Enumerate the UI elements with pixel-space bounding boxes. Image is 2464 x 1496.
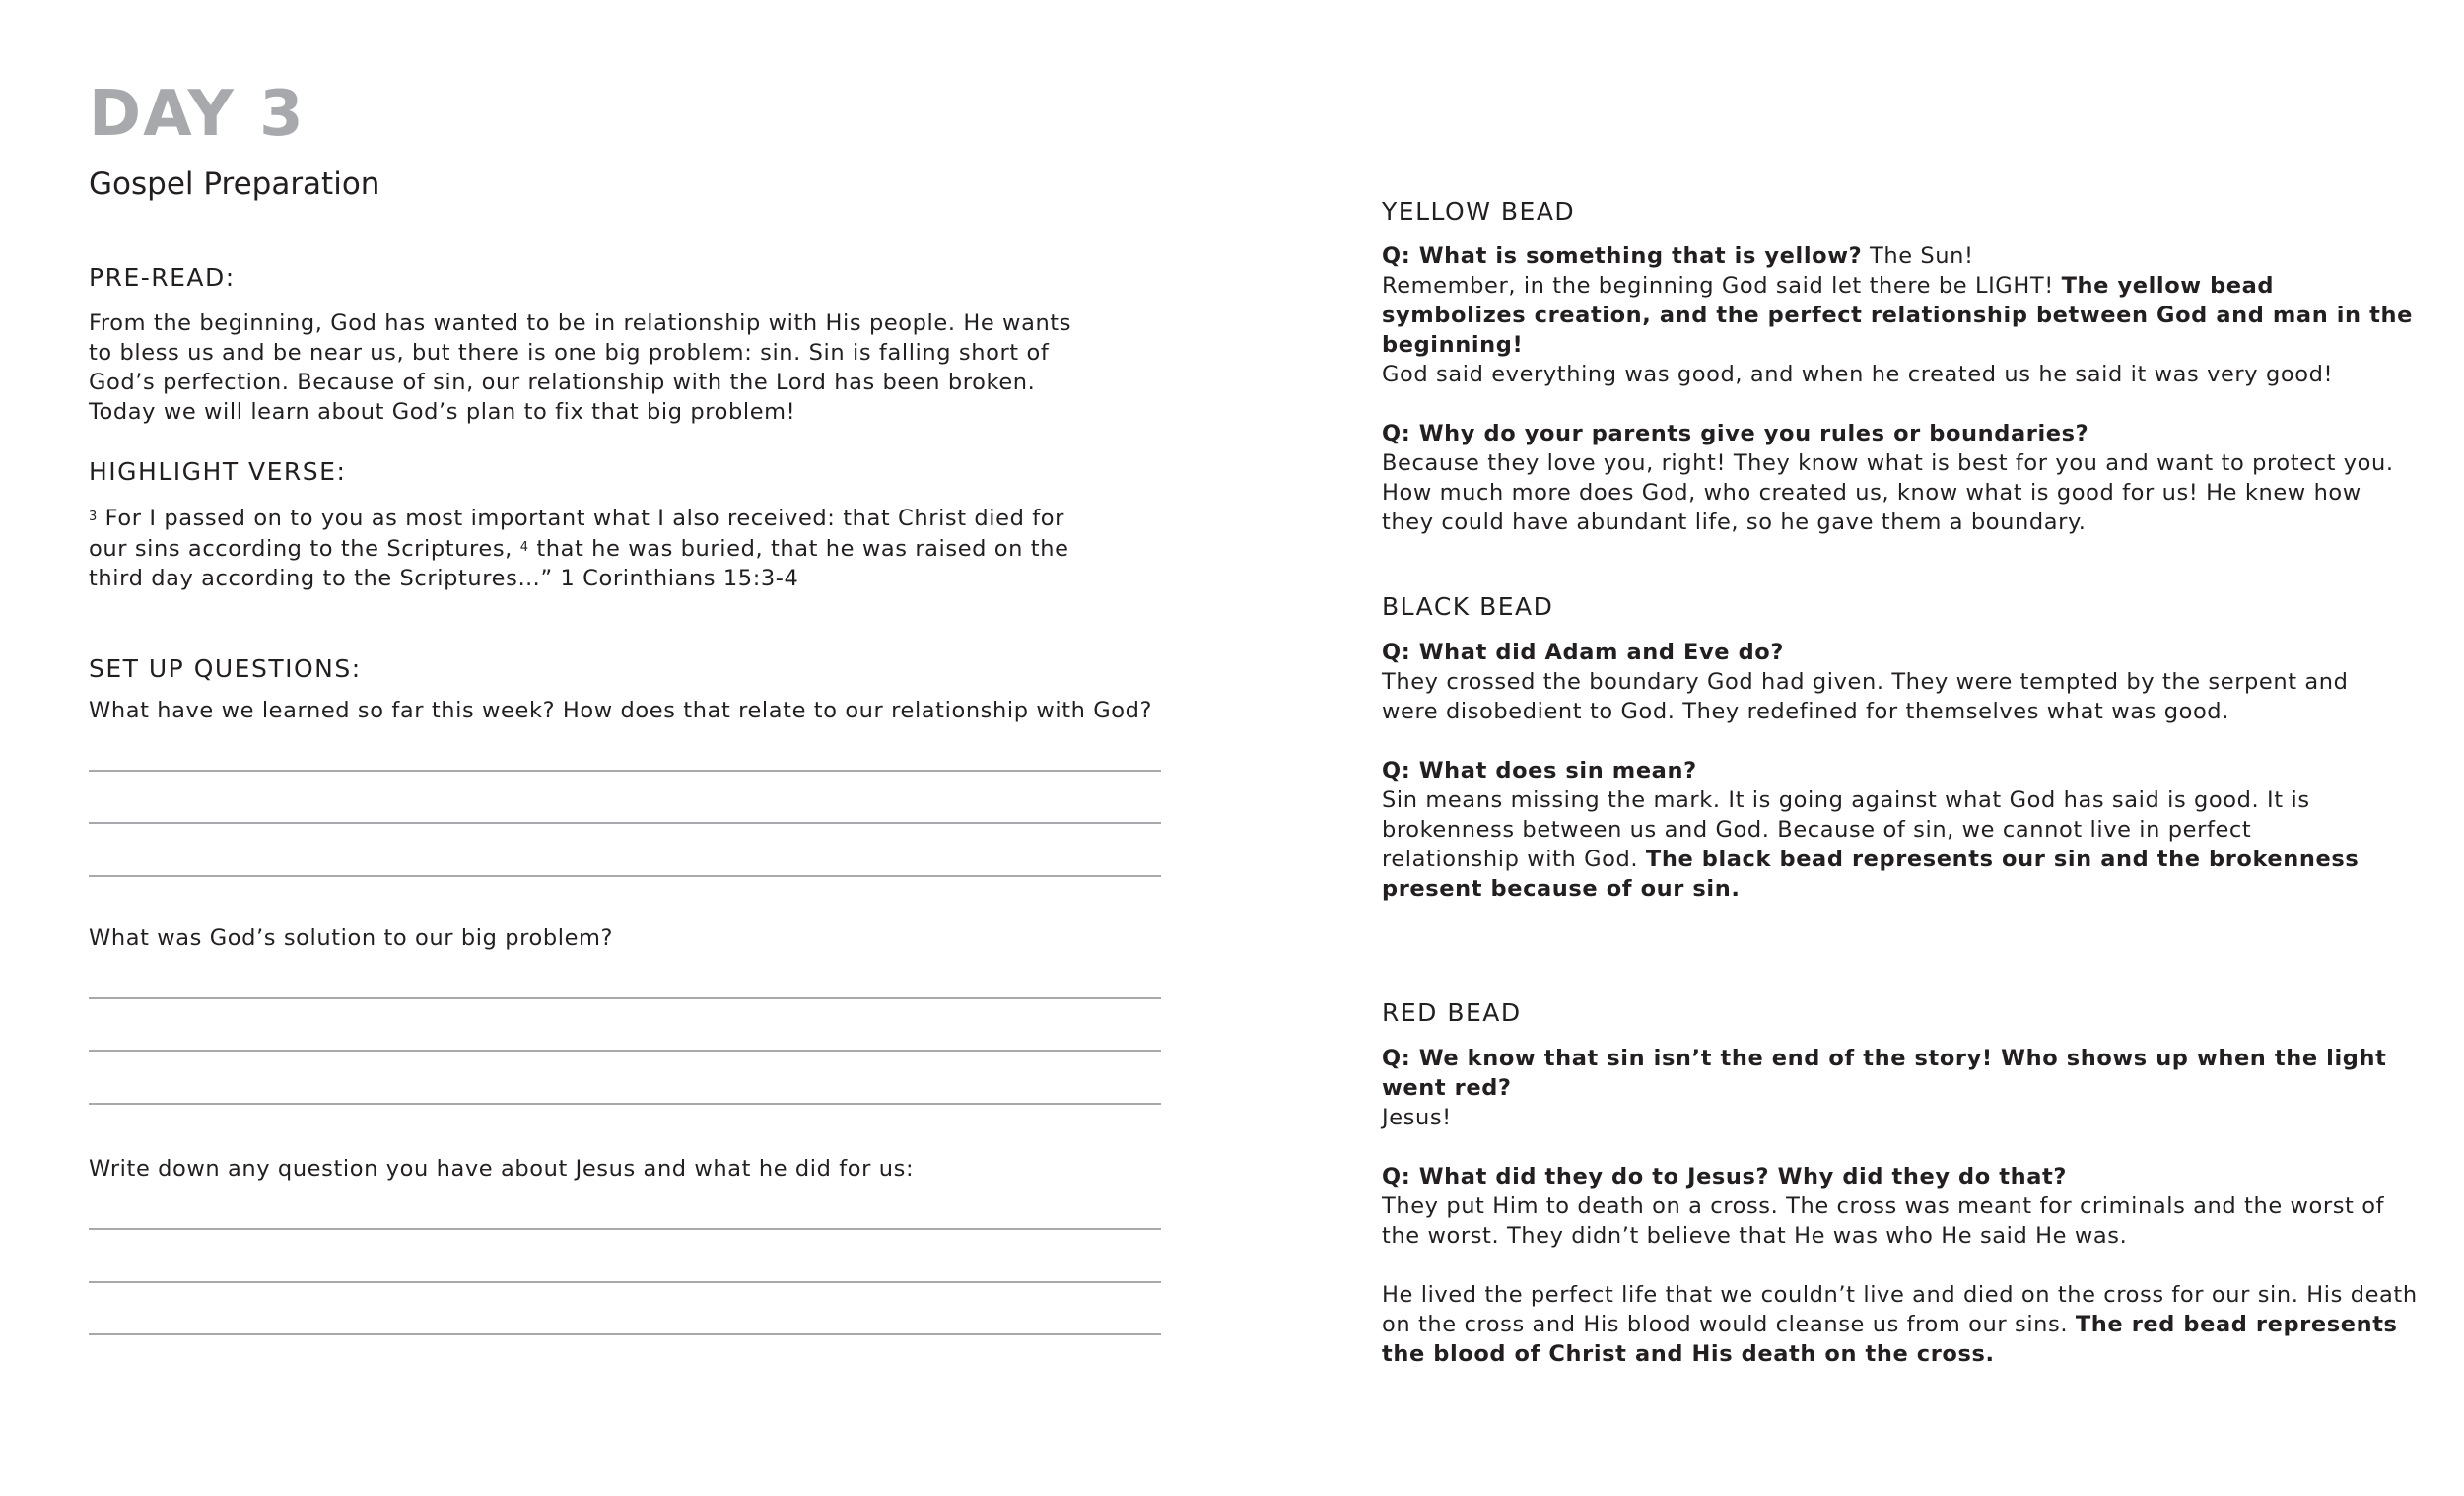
pre-read-text: From the beginning, God has wanted to be in relationship with His people. He wants to bless us and be near us, but there is one big problem: sin. Sin is falling short of God’s perfection. Because of sin, our relationship with the Lord has been broken. Today we will learn about God’s plan to fix that big problem!	[89, 310, 1072, 425]
answer: Because they love you, right! They know what is best for you and want to protect you. How much more does God, who created us, know what is good for us! He knew how they could have abundant life, so he gave them a boundary.	[1382, 450, 2394, 535]
qa-line	[1382, 271, 2419, 360]
question: Q: What did they do to Jesus? Why did they do that?	[1382, 1164, 2068, 1190]
qa-line	[1382, 241, 2419, 271]
red-bead-heading: RED BEAD	[1382, 998, 1522, 1027]
answer: God said everything was good, and when he created us he said it was very good!	[1382, 362, 2334, 387]
setup-questions-heading: SET UP QUESTIONS:	[89, 654, 362, 683]
write-line[interactable]	[89, 822, 1161, 824]
question: Q: What did Adam and Eve do?	[1382, 640, 1784, 665]
question: Q: Why do your parents give you rules or boundaries?	[1382, 421, 2089, 446]
setup-question-2: What was God’s solution to our big problem?	[89, 925, 614, 951]
answer: The Sun!	[1862, 243, 1974, 269]
verse-number: 3	[89, 510, 98, 524]
yellow-bead-section	[1382, 241, 2419, 537]
answer: Remember, in the beginning God said let there be LIGHT!	[1382, 273, 2062, 299]
day-title: DAY 3	[89, 78, 306, 151]
key-statement: The red bead represents the blood of Christ and His death on the cross.	[1382, 1312, 2398, 1367]
write-line[interactable]	[89, 770, 1161, 772]
black-bead-section	[1382, 638, 2367, 904]
answer: Jesus!	[1382, 1105, 1452, 1130]
page-subtitle: Gospel Preparation	[89, 167, 380, 202]
key-statement: The yellow bead symbolizes creation, and the perfect relationship between God and man in the beginning!	[1382, 273, 2413, 358]
write-line[interactable]	[89, 875, 1161, 877]
write-line[interactable]	[89, 1333, 1161, 1335]
question: Q: What is something that is yellow?	[1382, 243, 1863, 269]
key-statement: The black bead represents our sin and the brokenness present because of our sin.	[1382, 847, 2360, 902]
write-line[interactable]	[89, 997, 1161, 999]
answer: Sin means missing the mark. It is going against what God has said is good. It is brokenness between us and God. Because of sin, we cannot live in perfect relationship with God.	[1382, 787, 2310, 872]
black-bead-heading: BLACK BEAD	[1382, 592, 1554, 621]
setup-question-1: What have we learned so far this week? How does that relate to our relationship with God?	[89, 698, 1153, 723]
setup-question-3: Write down any question you have about Jesus and what he did for us:	[89, 1156, 915, 1182]
answer: He lived the perfect life that we couldn’t live and died on the cross for our sin. His death on the cross and His blood would cleanse us from our sins.	[1382, 1282, 2418, 1337]
write-line[interactable]	[89, 1050, 1161, 1052]
verse-number: 4	[519, 540, 529, 556]
red-bead-section	[1382, 1044, 2419, 1369]
pre-read-heading: PRE-READ:	[89, 263, 236, 292]
answer: They crossed the boundary God had given. They were tempted by the serpent and were disobedient to God. They redefined for themselves what was good.	[1382, 669, 2349, 724]
verse-text-part: that he was buried, that he was raised on the third day according to the Scriptures…” 1 Corinthians 15:3-4	[89, 536, 1069, 592]
question: Q: We know that sin isn’t the end of the story! Who shows up when the light went red?	[1382, 1046, 2387, 1101]
qa-line	[1382, 1280, 2419, 1369]
question: Q: What does sin mean?	[1382, 758, 1697, 783]
yellow-bead-heading: YELLOW BEAD	[1382, 197, 1576, 226]
write-line[interactable]	[89, 1103, 1161, 1105]
write-line[interactable]	[89, 1228, 1161, 1230]
write-line[interactable]	[89, 1281, 1161, 1283]
answer: They put Him to death on a cross. The cross was meant for criminals and the worst of the worst. They didn’t believe that He was who He said He was.	[1382, 1193, 2385, 1249]
highlight-verse-text	[89, 503, 1074, 593]
verse-text-part: For I passed on to you as most important what I also received: that Christ died for our sins according to the Scriptures,	[89, 506, 1064, 563]
highlight-verse-heading: HIGHLIGHT VERSE:	[89, 457, 347, 486]
qa-line	[1382, 785, 2367, 904]
